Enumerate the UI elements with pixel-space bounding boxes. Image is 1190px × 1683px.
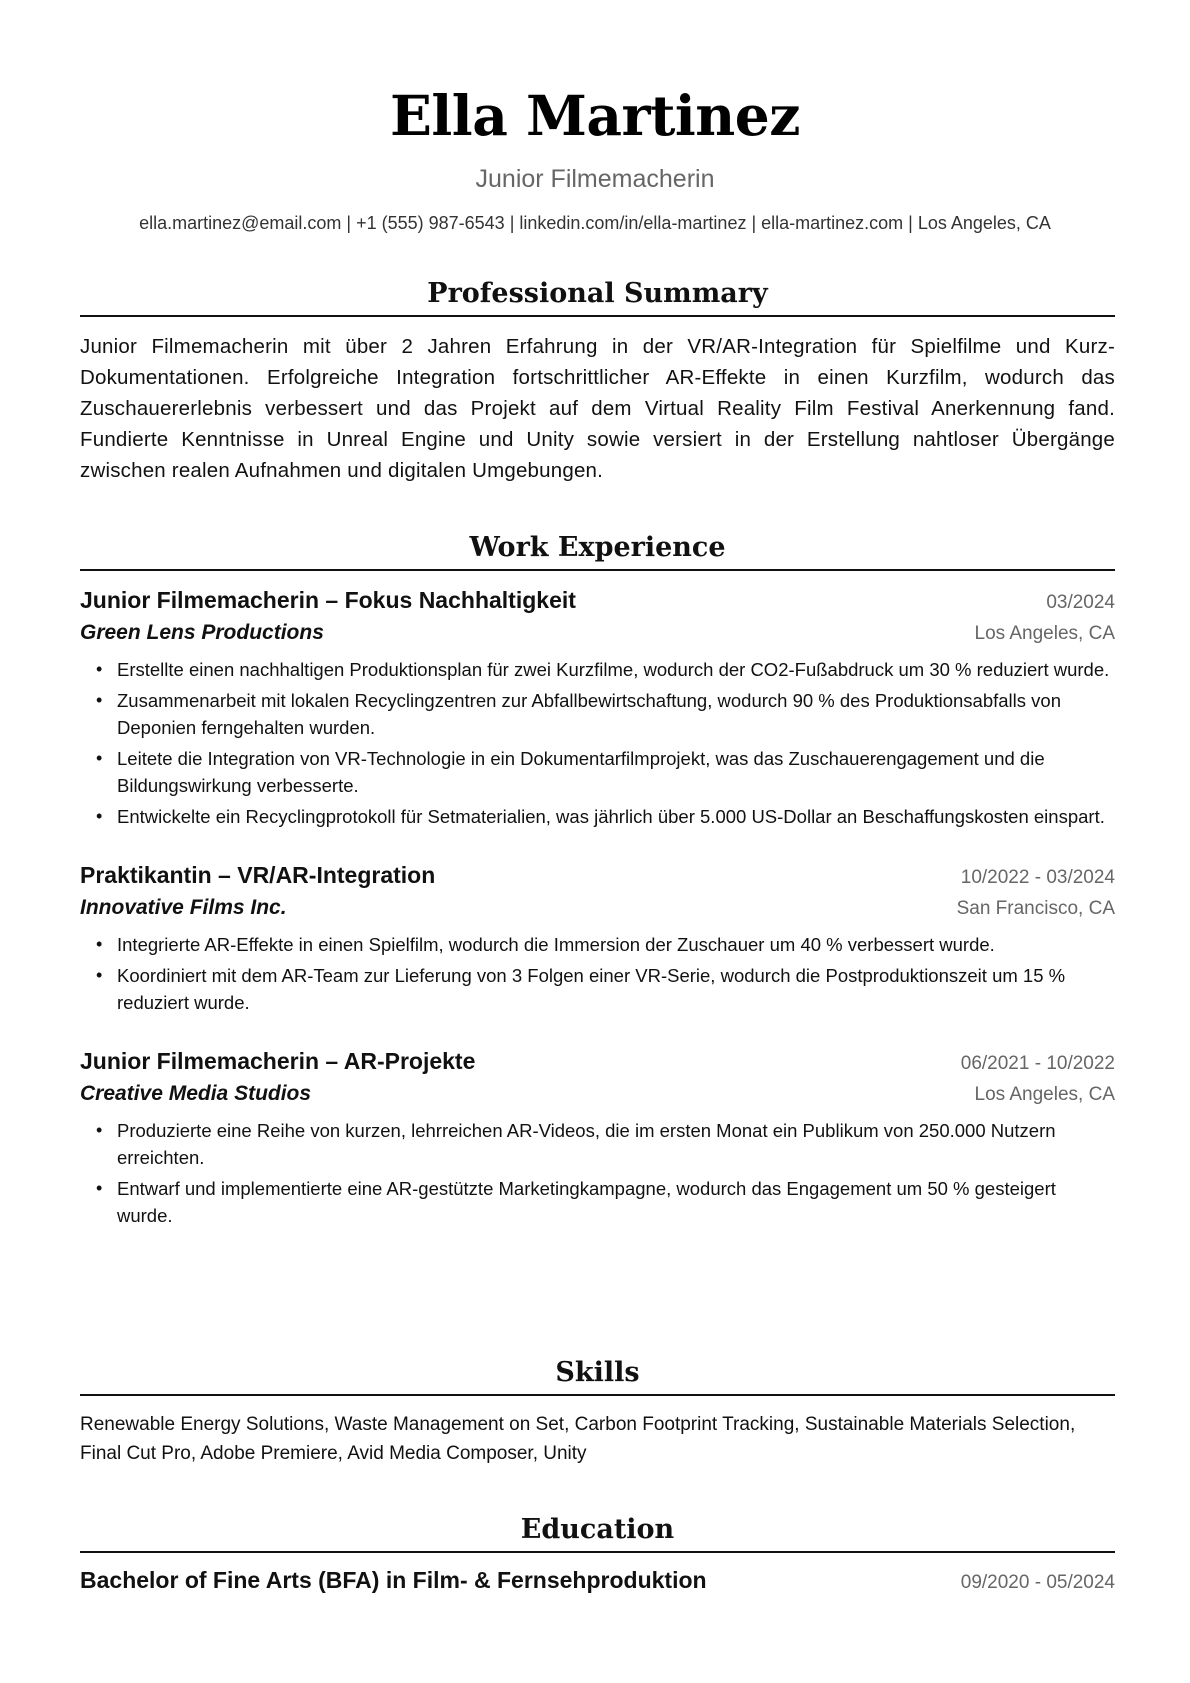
bullet-item <box>80 745 1115 799</box>
bullet-item <box>80 962 1115 1016</box>
bullet-text: Produzierte eine Reihe von kurzen, lehrreichen AR-Videos, die im ersten Monat ein Publikum von 250.000 Nutzern erreichten. <box>117 1120 1056 1168</box>
bullet-dot: • <box>96 748 103 768</box>
candidate-name: Ella Martinez <box>389 83 800 148</box>
bullet-dot: • <box>96 934 103 954</box>
job-company-row <box>80 893 1115 923</box>
summary-heading: Professional Summary <box>427 278 768 309</box>
job-company: Green Lens Productions <box>80 621 324 644</box>
bullet-dot: • <box>96 965 103 985</box>
job-title-row <box>80 860 1115 893</box>
job-date: 03/2024 <box>1046 592 1115 613</box>
education-degree: Bachelor of Fine Arts (BFA) in Film- & Fernsehproduktion <box>80 1567 707 1593</box>
experience-heading: Work Experience <box>469 532 726 563</box>
education-divider <box>80 1551 1115 1553</box>
bullet-item <box>80 687 1115 741</box>
job-company-row <box>80 1079 1115 1109</box>
bullet-text: Leitete die Integration von VR-Technologie in ein Dokumentarfilmprojekt, was das Zuschauerengagement und die Bildungswirkung verbesserte. <box>117 748 1045 796</box>
bullet-dot: • <box>96 1178 103 1198</box>
job-location: San Francisco, CA <box>956 898 1115 919</box>
skills-section <box>80 1356 1115 1468</box>
job-location: Los Angeles, CA <box>974 623 1115 644</box>
bullet-item <box>80 931 1115 958</box>
job-bullets <box>80 1117 1115 1229</box>
skills-text: Renewable Energy Solutions, Waste Management on Set, Carbon Footprint Tracking, Sustainable Materials Selection, Final Cut Pro, Adobe Premiere, Avid Media Composer, Unity <box>80 1414 1076 1464</box>
bullet-text: Erstellte einen nachhaltigen Produktionsplan für zwei Kurzfilme, wodurch der CO2-Fußabdruck um 30 % reduziert wurde. <box>117 659 1110 680</box>
bullet-text: Integrierte AR-Effekte in einen Spielfilm, wodurch die Immersion der Zuschauer um 40 % verbessert wurde. <box>117 934 995 955</box>
bullet-text: Entwarf und implementierte eine AR-gestützte Marketingkampagne, wodurch das Engagement um 50 % gesteigert wurde. <box>117 1178 1056 1226</box>
education-section <box>80 1513 1115 1598</box>
job-location: Los Angeles, CA <box>974 1084 1115 1105</box>
education-date: 09/2020 - 05/2024 <box>960 1572 1115 1593</box>
job-title-row <box>80 585 1115 618</box>
job-title: Praktikantin – VR/AR-Integration <box>80 862 436 888</box>
contact-line: ella.martinez@email.com | +1 (555) 987-6543 | linkedin.com/in/ella-martinez | ella-martinez.com | Los Angeles, CA <box>139 213 1051 233</box>
bullet-item <box>80 803 1115 830</box>
bullet-dot: • <box>96 1120 103 1140</box>
job-title: Junior Filmemacherin – Fokus Nachhaltigkeit <box>80 587 576 613</box>
education-heading: Education <box>520 1514 675 1545</box>
skills-divider <box>80 1394 1115 1396</box>
job-company: Innovative Films Inc. <box>80 896 287 919</box>
bullet-dot: • <box>96 659 103 679</box>
bullet-dot: • <box>96 690 103 710</box>
job-bullets <box>80 931 1115 1016</box>
job-date: 06/2021 - 10/2022 <box>960 1053 1115 1074</box>
experience-section <box>80 531 1115 1233</box>
bullet-text: Entwickelte ein Recyclingprotokoll für Setmaterialien, was jährlich über 5.000 US-Dollar an Beschaffungskosten einspart. <box>117 806 1105 827</box>
summary-section <box>80 277 1115 486</box>
summary-text: Junior Filmemacherin mit über 2 Jahren Erfahrung in der VR/AR-Integration für Spielfilme und Kurz-Dokumentationen. Erfolgreiche Integration fortschrittlicher AR-Effekte in einen Kurzfilm, wodurch das Zuschauererlebnis verbessert und das Projekt auf dem Virtual Reality Film Festival Anerkennung fand. Fundierte Kenntnisse in Unreal Engine und Unity sowie versiert in der Erstellung nahtloser Übergänge zwischen realen Aufnahmen und digitalen Umgebungen. <box>80 335 1115 482</box>
bullet-item <box>80 1117 1115 1171</box>
job-entry <box>80 585 1115 830</box>
bullet-dot: • <box>96 806 103 826</box>
bullet-text: Koordiniert mit dem AR-Team zur Lieferung von 3 Folgen einer VR-Serie, wodurch die Postproduktionszeit um 15 % reduziert wurde. <box>117 965 1066 1013</box>
bullet-item <box>80 1175 1115 1229</box>
job-bullets <box>80 656 1115 830</box>
experience-divider <box>80 569 1115 571</box>
job-title-row <box>80 1046 1115 1079</box>
job-entry <box>80 860 1115 1016</box>
job-entry <box>80 1046 1115 1229</box>
candidate-role: Junior Filmemacherin <box>475 165 715 193</box>
skills-heading: Skills <box>555 1357 640 1388</box>
summary-divider <box>80 315 1115 317</box>
bullet-text: Zusammenarbeit mit lokalen Recyclingzentren zur Abfallbewirtschaftung, wodurch 90 % des Produktionsabfalls von Deponien ferngehalten wurden. <box>117 690 1061 738</box>
education-row <box>80 1565 1115 1598</box>
job-title: Junior Filmemacherin – AR-Projekte <box>80 1048 476 1074</box>
job-company-row <box>80 618 1115 648</box>
job-company: Creative Media Studios <box>80 1082 312 1105</box>
bullet-item <box>80 656 1115 683</box>
job-date: 10/2022 - 03/2024 <box>960 867 1115 888</box>
